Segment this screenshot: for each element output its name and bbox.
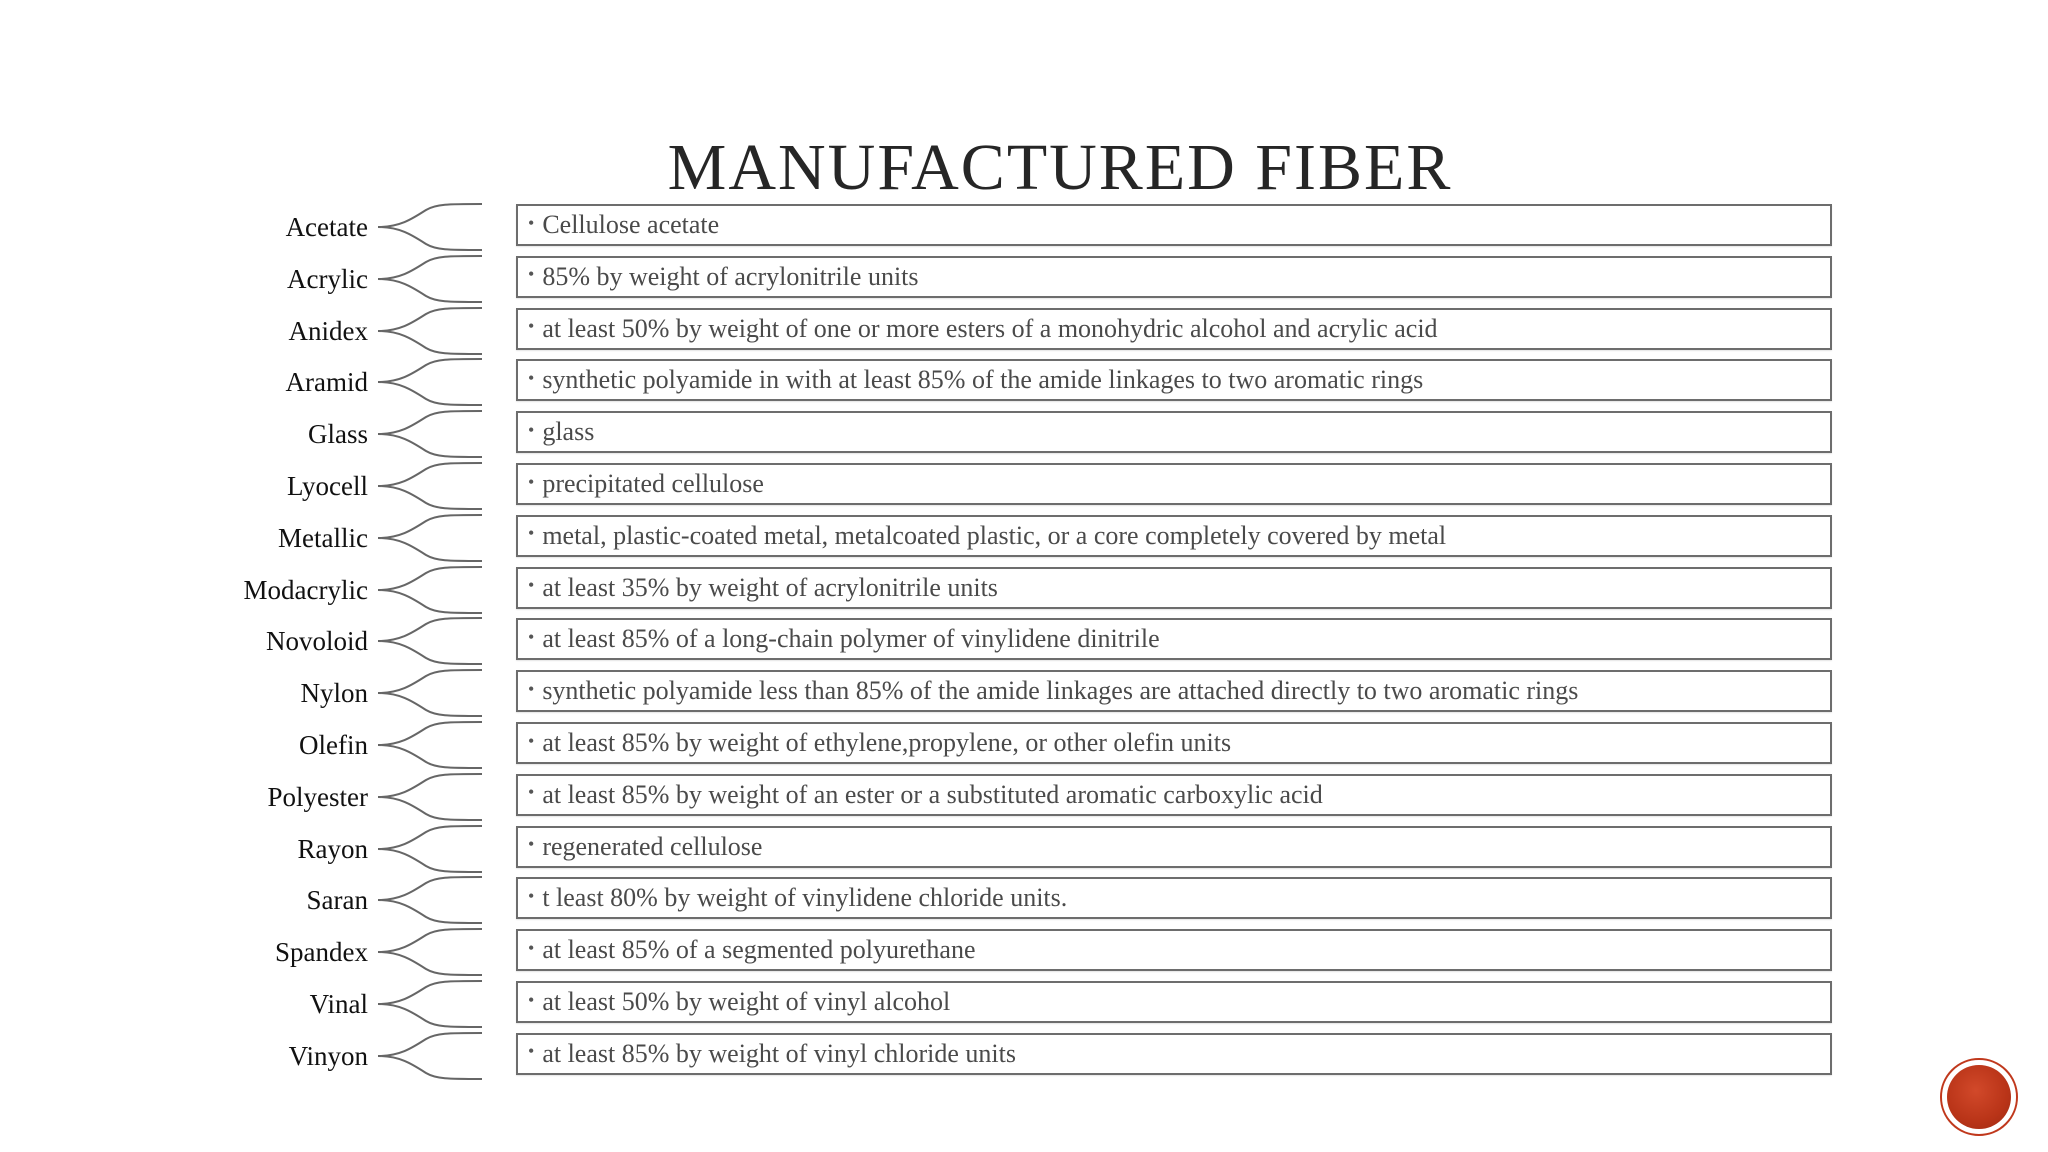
bracket-connector: [378, 253, 482, 305]
fiber-description: at least 85% of a long-chain polymer of vinylidene dinitrile: [542, 624, 1160, 654]
fiber-description-box: [516, 204, 1832, 246]
bracket-connector: [378, 771, 482, 823]
fiber-row-modacrylic: [0, 567, 2048, 619]
fiber-term: Nylon: [300, 678, 368, 709]
bracket-connector: [378, 408, 482, 460]
bracket-connector: [378, 356, 482, 408]
fiber-description: 85% by weight of acrylonitrile units: [542, 261, 919, 291]
bullet-icon: •: [528, 1041, 535, 1062]
fiber-description: Cellulose acetate: [542, 210, 720, 239]
fiber-description-box: [516, 359, 1832, 401]
fiber-description-box: [516, 877, 1832, 919]
fiber-description-box: [516, 774, 1832, 816]
bullet-icon: •: [528, 937, 535, 958]
fiber-description: regenerated cellulose: [542, 831, 763, 861]
bracket-connector: [378, 1030, 482, 1082]
fiber-term: Anidex: [288, 315, 368, 346]
fiber-row-acetate: [0, 204, 2048, 256]
fiber-description-box: [516, 463, 1832, 505]
fiber-term: Aramid: [285, 367, 368, 398]
bracket-connector: [378, 874, 482, 926]
fiber-description: at least 50% by weight of vinyl alcohol: [542, 987, 951, 1016]
fiber-description-box: [516, 411, 1832, 453]
bullet-icon: •: [528, 834, 535, 855]
slide-title: MANUFACTURED FIBER: [667, 131, 1453, 204]
fiber-term: Lyocell: [287, 471, 368, 501]
fiber-description: at least 85% by weight of vinyl chloride units: [542, 1038, 1016, 1068]
fiber-description: glass: [542, 417, 595, 447]
bracket-connector: [378, 926, 482, 978]
fiber-row-spandex: [0, 929, 2048, 981]
fiber-description: at least 85% by weight of ethylene,propylene, or other olefin units: [542, 728, 1232, 757]
fiber-row-aramid: [0, 359, 2048, 411]
bullet-icon: •: [528, 316, 535, 337]
fiber-term: Vinyon: [288, 1040, 368, 1071]
bracket-connector: [378, 201, 482, 253]
fiber-term: Vinal: [309, 989, 368, 1019]
fiber-row-novoloid: [0, 618, 2048, 670]
bracket-connector: [378, 978, 482, 1030]
fiber-row-rayon: [0, 826, 2048, 878]
fiber-term: Olefin: [299, 730, 368, 760]
bullet-icon: •: [528, 730, 535, 751]
fiber-term: Modacrylic: [243, 574, 368, 605]
fiber-term: Novoloid: [265, 626, 368, 657]
fiber-description-box: [516, 567, 1832, 609]
fiber-row-saran: [0, 877, 2048, 929]
bullet-icon: •: [528, 626, 535, 647]
bullet-icon: •: [528, 264, 535, 285]
fiber-description: synthetic polyamide in with at least 85% of the amide linkages to two aromatic rings: [542, 365, 1424, 395]
bracket-connector: [378, 305, 482, 357]
bullet-icon: •: [528, 523, 535, 544]
fiber-row-anidex: [0, 308, 2048, 360]
fiber-description: at least 50% by weight of one or more esters of a monohydric alcohol and acrylic acid: [542, 313, 1438, 343]
fiber-term: Spandex: [275, 937, 368, 968]
fiber-row-nylon: [0, 670, 2048, 722]
fiber-description-box: [516, 618, 1832, 660]
fiber-term: Acetate: [285, 212, 368, 242]
badge-fill: [1947, 1065, 2011, 1129]
fiber-row-vinal: [0, 981, 2048, 1033]
fiber-description-box: [516, 722, 1832, 764]
fiber-description-box: [516, 981, 1832, 1023]
bracket-connector: [378, 460, 482, 512]
fiber-term: Acrylic: [287, 263, 368, 294]
fiber-row-polyester: [0, 774, 2048, 826]
fiber-description: at least 85% of a segmented polyurethane: [542, 935, 976, 965]
bullet-icon: •: [528, 989, 535, 1010]
bullet-icon: •: [528, 471, 535, 492]
fiber-description-box: [516, 929, 1832, 971]
fiber-description: metal, plastic-coated metal, metalcoated plastic, or a core completely covered by metal: [542, 520, 1447, 550]
fiber-row-metallic: [0, 515, 2048, 567]
fiber-description: at least 85% by weight of an ester or a substituted aromatic carboxylic acid: [542, 779, 1323, 809]
bullet-icon: •: [528, 885, 535, 906]
fiber-description-box: [516, 256, 1832, 298]
fiber-term: Saran: [306, 885, 368, 916]
bullet-icon: •: [528, 678, 535, 699]
fiber-term: Polyester: [267, 781, 368, 812]
bullet-icon: •: [528, 212, 535, 233]
bracket-connector: [378, 667, 482, 719]
fiber-row-acrylic: [0, 256, 2048, 308]
bullet-icon: •: [528, 367, 535, 388]
corner-badge-icon: [1940, 1058, 2018, 1136]
fiber-row-lyocell: [0, 463, 2048, 515]
fiber-term: Glass: [308, 419, 368, 450]
bracket-connector: [378, 615, 482, 667]
fiber-description-box: [516, 670, 1832, 712]
fiber-description: synthetic polyamide less than 85% of the amide linkages are attached directly to two aromatic rings: [542, 676, 1579, 706]
fiber-description-box: [516, 515, 1832, 557]
fiber-row-olefin: [0, 722, 2048, 774]
fiber-description: precipitated cellulose: [542, 469, 764, 498]
bracket-connector: [378, 719, 482, 771]
fiber-term: Metallic: [278, 522, 368, 553]
bracket-connector: [378, 823, 482, 875]
fiber-row-glass: [0, 411, 2048, 463]
bracket-connector: [378, 512, 482, 564]
bullet-icon: •: [528, 575, 535, 596]
bullet-icon: •: [528, 782, 535, 803]
fiber-description-box: [516, 1033, 1832, 1075]
fiber-description-box: [516, 826, 1832, 868]
bracket-connector: [378, 564, 482, 616]
fiber-description-box: [516, 308, 1832, 350]
fiber-row-vinyon: [0, 1033, 2048, 1085]
bullet-icon: •: [528, 419, 535, 440]
fiber-term: Rayon: [297, 833, 368, 864]
fiber-description: t least 80% by weight of vinylidene chloride units.: [542, 883, 1068, 913]
fiber-description: at least 35% by weight of acrylonitrile units: [542, 572, 998, 602]
